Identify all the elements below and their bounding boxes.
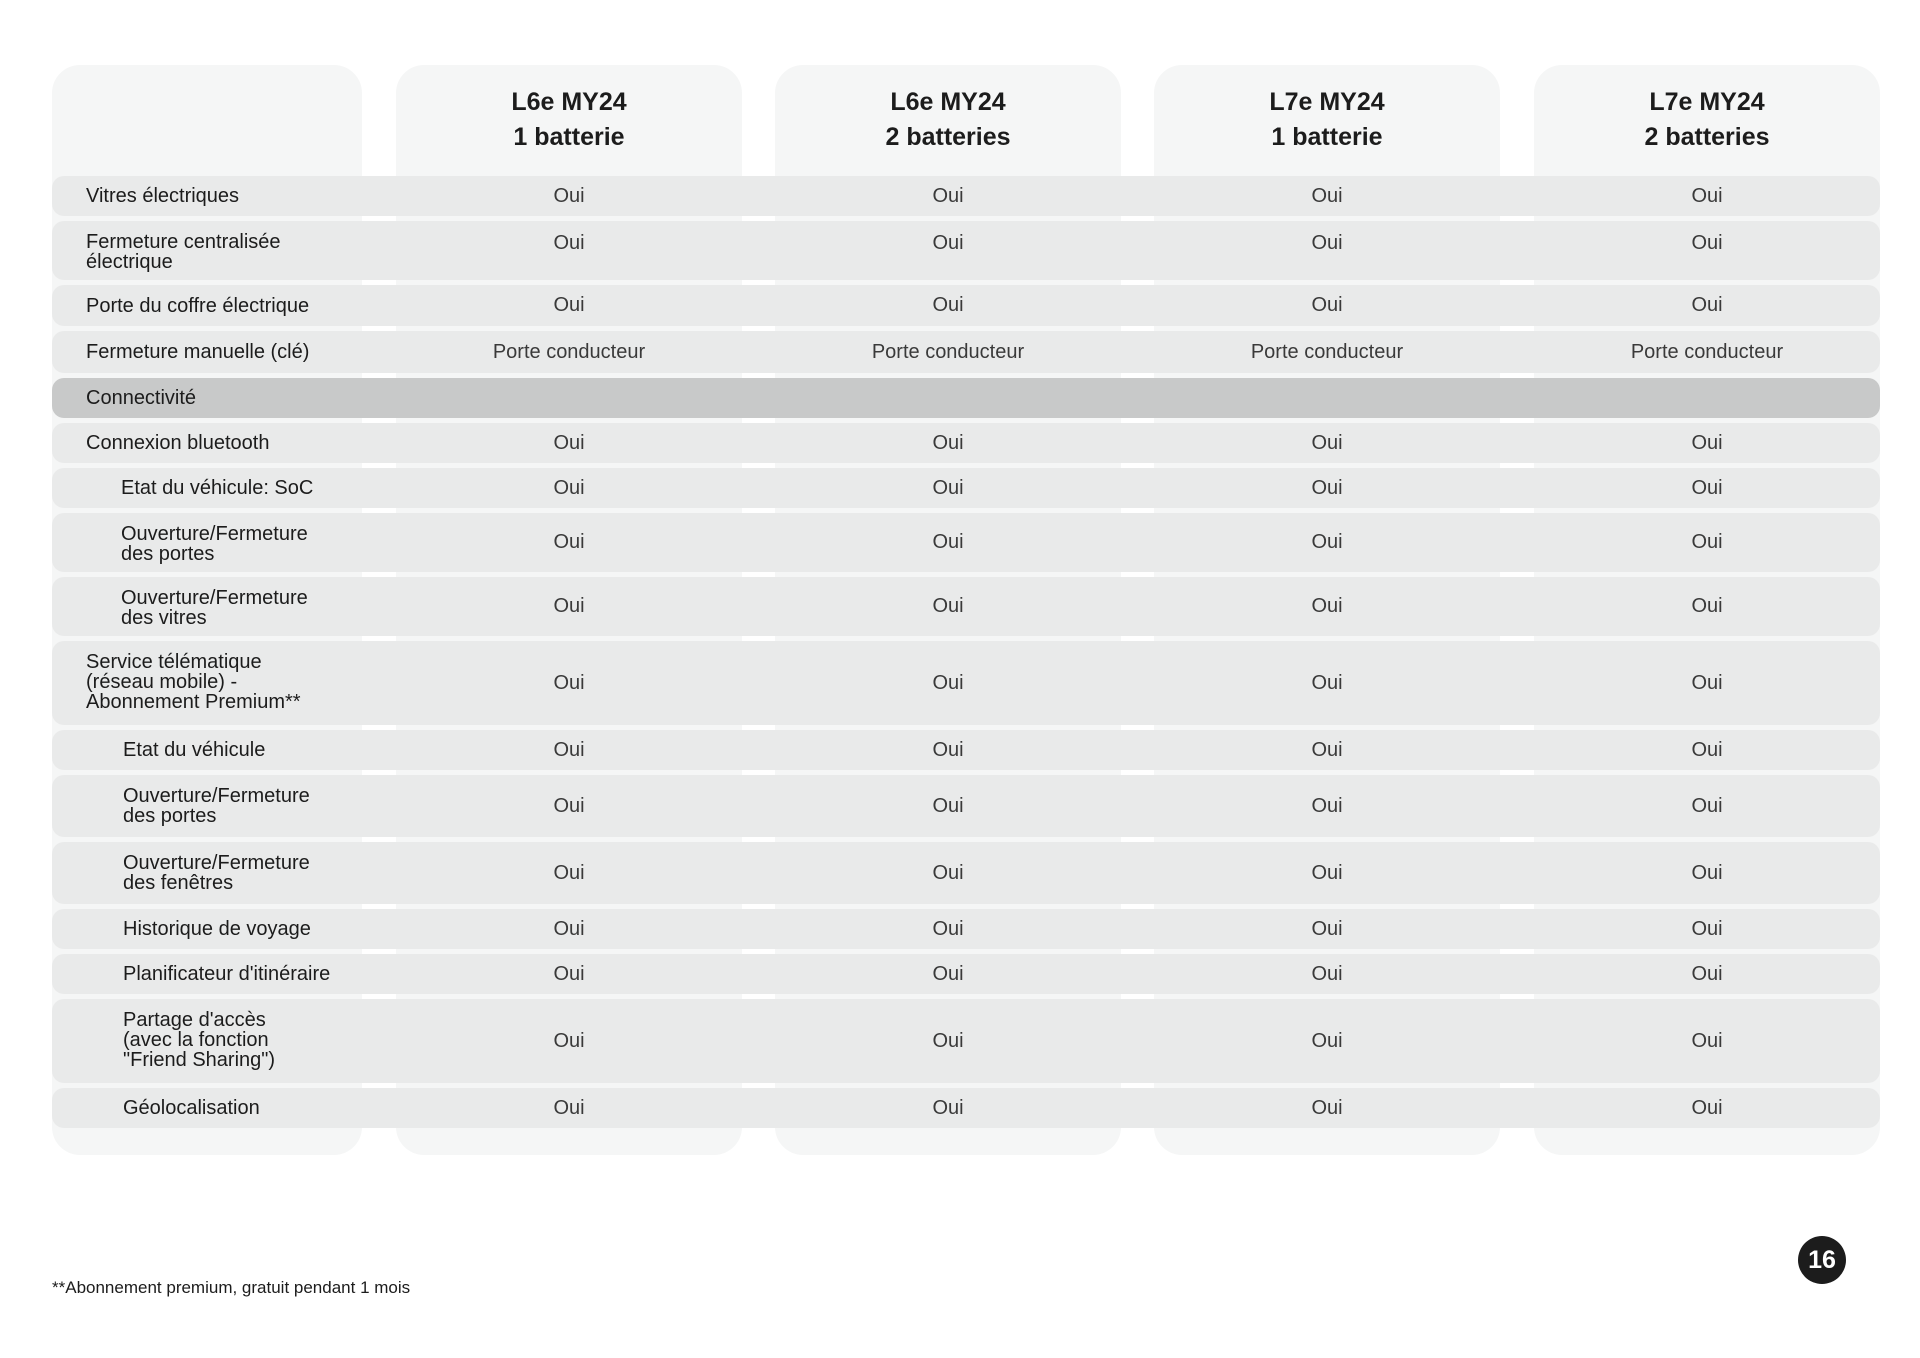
table-row (52, 176, 1880, 216)
row-value: Porte conducteur (1250, 340, 1404, 363)
row-label: Ouverture/Fermeture des vitres (121, 587, 308, 629)
row-value: Oui (1311, 671, 1343, 694)
row-value: Oui (1691, 962, 1723, 985)
table-row (52, 775, 1880, 837)
row-value: Oui (553, 595, 585, 617)
column-header-line2: 1 batterie (1271, 123, 1383, 151)
table-row (52, 577, 1880, 636)
row-value: Oui (932, 1029, 964, 1052)
row-value: Oui (1311, 595, 1343, 617)
row-label: Ouverture/Fermeture des fenêtres (123, 852, 310, 894)
row-value: Oui (553, 962, 585, 985)
row-label: Planificateur d'itinéraire (123, 963, 331, 985)
row-value: Oui (553, 476, 585, 499)
row-value: Oui (1691, 531, 1723, 553)
row-label: Géolocalisation (123, 1097, 260, 1119)
row-value: Oui (553, 1029, 585, 1052)
row-label: Fermeture centralisée électrique (86, 231, 281, 273)
column-header-l6e-1 (396, 80, 742, 160)
table-row (52, 513, 1880, 572)
row-value: Oui (553, 294, 585, 316)
row-value: Oui (553, 861, 585, 884)
row-label: Etat du véhicule (123, 739, 266, 761)
row-value: Oui (1691, 294, 1723, 316)
row-value: Oui (932, 738, 964, 761)
column-header-line2: 1 batterie (513, 123, 625, 151)
table-row (52, 641, 1880, 725)
row-value: Oui (1691, 861, 1723, 884)
footnote: **Abonnement premium, gratuit pendant 1 mois (52, 1278, 411, 1297)
row-value: Oui (1691, 738, 1723, 761)
row-value: Oui (932, 232, 964, 254)
row-value: Oui (553, 794, 585, 817)
row-value: Porte conducteur (492, 340, 646, 363)
row-value: Oui (1691, 431, 1723, 454)
row-value: Oui (1311, 917, 1343, 940)
row-value: Oui (1311, 431, 1343, 454)
row-value: Oui (1311, 738, 1343, 761)
section-label: Connectivité (86, 387, 197, 409)
table-row (52, 842, 1880, 904)
row-value: Oui (932, 595, 964, 617)
table-row (52, 285, 1880, 326)
row-value: Oui (1691, 1029, 1723, 1052)
row-label: Ouverture/Fermeture des portes (123, 785, 310, 827)
row-value: Oui (1691, 595, 1723, 617)
row-value: Oui (932, 1096, 964, 1119)
row-value: Oui (1311, 184, 1343, 207)
column-header-l6e-2 (775, 80, 1121, 160)
row-value: Oui (932, 531, 964, 553)
row-value: Oui (932, 861, 964, 884)
table-row (52, 909, 1880, 949)
row-value: Oui (1311, 232, 1343, 254)
row-value: Oui (1311, 861, 1343, 884)
column-header-line2: 2 batteries (1644, 123, 1770, 151)
table-row (52, 423, 1880, 463)
table-row (52, 954, 1880, 994)
row-value: Oui (1691, 232, 1723, 254)
table-row (52, 999, 1880, 1083)
table-row (52, 730, 1880, 770)
page-number-badge: 16 (1798, 1236, 1846, 1284)
row-value: Oui (1311, 794, 1343, 817)
row-value: Oui (1311, 962, 1343, 985)
row-value: Oui (1311, 294, 1343, 316)
row-value: Oui (932, 794, 964, 817)
table-row (52, 331, 1880, 373)
row-value: Oui (1311, 1096, 1343, 1119)
row-value: Oui (1691, 476, 1723, 499)
section-header-connectivite (52, 378, 1880, 418)
row-label: Etat du véhicule: SoC (121, 477, 314, 499)
column-header-l7e-2 (1534, 80, 1880, 160)
row-value: Oui (553, 232, 585, 254)
row-label: Connexion bluetooth (86, 432, 270, 454)
row-label: Porte du coffre électrique (86, 294, 310, 317)
row-label: Vitres électriques (86, 185, 240, 207)
row-value: Oui (553, 671, 585, 694)
row-value: Oui (1691, 184, 1723, 207)
row-value: Oui (1691, 1096, 1723, 1119)
column-header-line1: L7e MY24 (1269, 88, 1385, 116)
row-value: Oui (932, 294, 964, 316)
row-value: Oui (932, 431, 964, 454)
row-value: Oui (1691, 794, 1723, 817)
row-value: Oui (1311, 476, 1343, 499)
row-value: Oui (553, 431, 585, 454)
row-value: Oui (1691, 917, 1723, 940)
row-value: Oui (1311, 531, 1343, 553)
column-header-line1: L6e MY24 (890, 88, 1006, 116)
row-value: Oui (932, 917, 964, 940)
row-value: Oui (932, 476, 964, 499)
column-header-line2: 2 batteries (885, 123, 1011, 151)
row-value: Oui (553, 738, 585, 761)
column-header-line1: L6e MY24 (511, 88, 627, 116)
table-row (52, 468, 1880, 508)
row-label: Partage d'accès (avec la fonction "Friend Sharing") (123, 1009, 276, 1071)
row-value: Oui (553, 1096, 585, 1119)
column-header-l7e-1 (1154, 80, 1500, 160)
row-value: Oui (553, 531, 585, 553)
row-value: Oui (1311, 1029, 1343, 1052)
row-value: Oui (932, 184, 964, 207)
row-value: Oui (932, 671, 964, 694)
row-value: Porte conducteur (871, 340, 1025, 363)
row-label: Fermeture manuelle (clé) (86, 341, 310, 363)
row-value: Oui (553, 917, 585, 940)
row-label: Historique de voyage (123, 918, 311, 940)
row-label: Service télématique (réseau mobile) - Abonnement Premium** (86, 651, 301, 713)
column-header-line1: L7e MY24 (1649, 88, 1765, 116)
row-label: Ouverture/Fermeture des portes (121, 523, 308, 565)
row-value: Oui (553, 184, 585, 207)
row-value: Oui (1691, 671, 1723, 694)
row-value: Porte conducteur (1630, 340, 1784, 363)
table-row (52, 1088, 1880, 1128)
table-row (52, 221, 1880, 280)
row-value: Oui (932, 962, 964, 985)
